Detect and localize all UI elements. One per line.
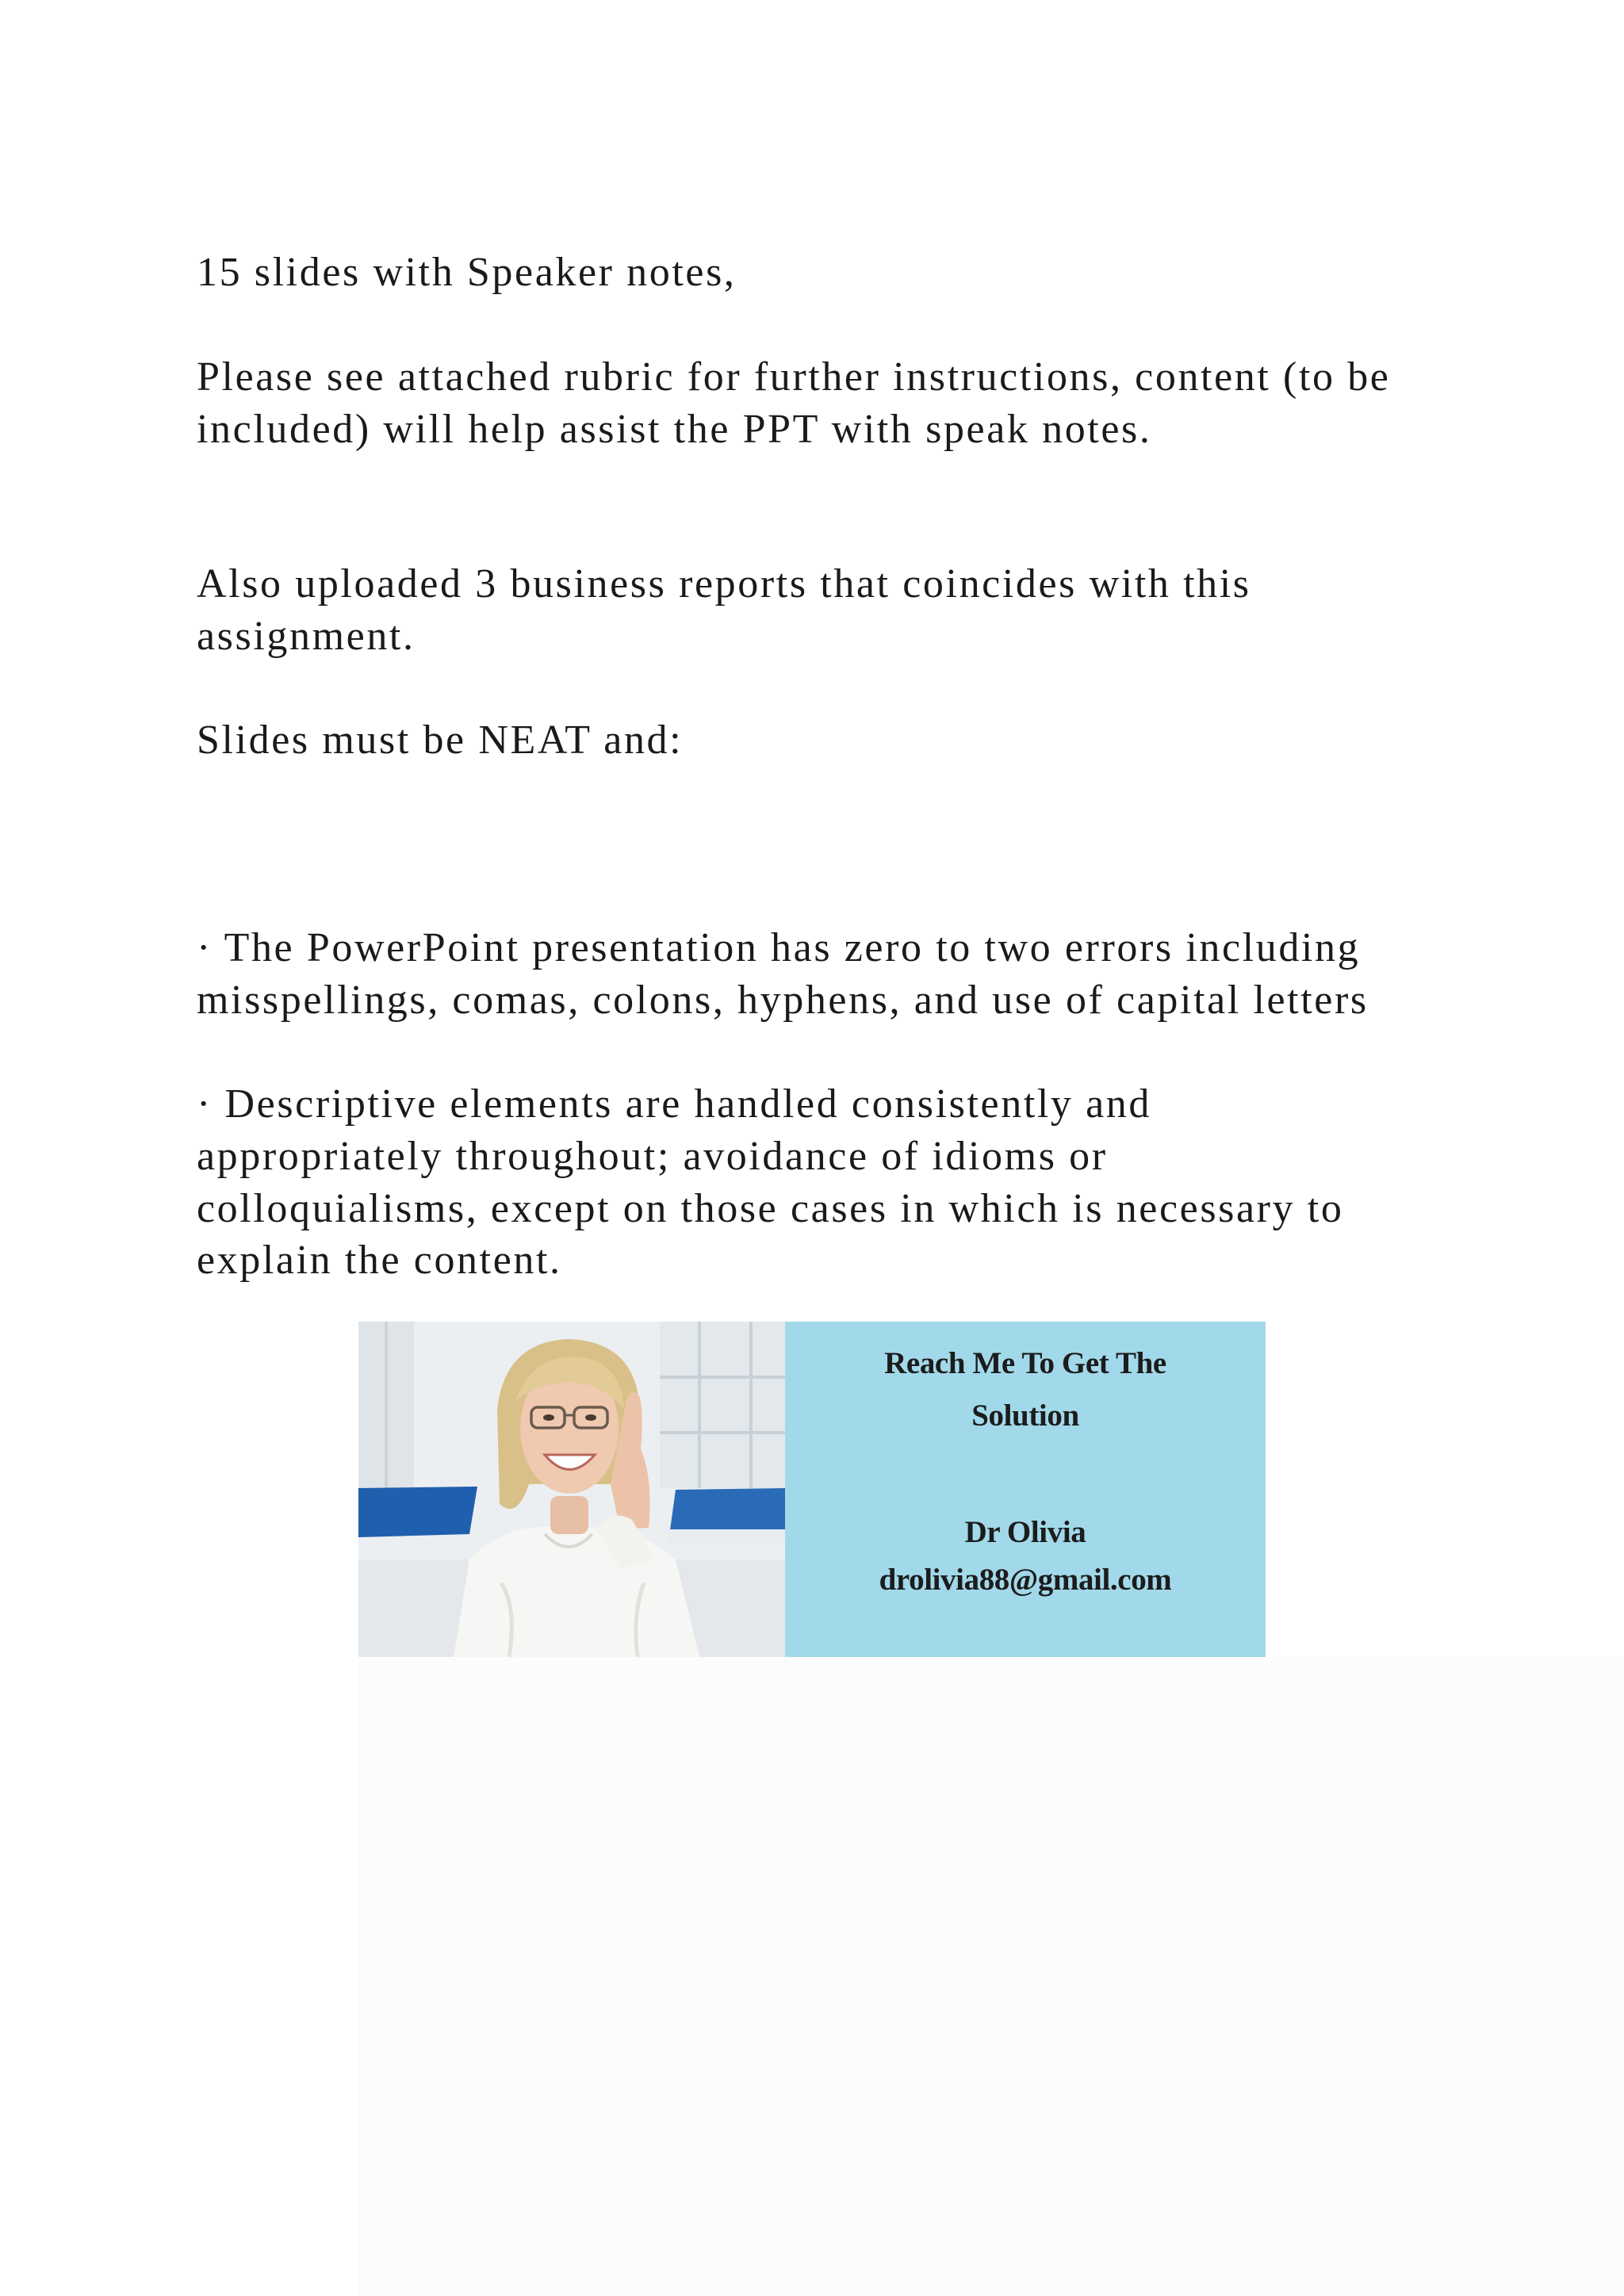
text-line-rubric-2: included) will help assist the PPT with speak notes. xyxy=(197,407,1152,452)
text-line-reports-2: assignment. xyxy=(197,614,416,659)
bullet-errors-line-2: misspellings, comas, colons, hyphens, and use of capital letters xyxy=(197,978,1369,1023)
text-line-reports-1: Also uploaded 3 business reports that coincides with this xyxy=(197,561,1251,607)
bullet-descriptive-line-2: appropriately throughout; avoidance of idioms or xyxy=(197,1134,1108,1179)
smiling-woman-photo xyxy=(358,1322,785,1657)
bullet-errors-line-1: · The PowerPoint presentation has zero to two errors including xyxy=(197,925,1361,970)
page-shade xyxy=(358,1657,1624,2296)
contact-banner xyxy=(358,1322,1266,1657)
contact-panel xyxy=(785,1322,1266,1657)
banner-heading-line-2: Solution xyxy=(971,1399,1079,1433)
text-line-intro: 15 slides with Speaker notes, xyxy=(197,250,737,295)
bullet-descriptive-line-1: · Descriptive elements are handled consistently and xyxy=(197,1081,1152,1127)
text-line-neat: Slides must be NEAT and: xyxy=(197,718,684,763)
text-line-rubric-1: Please see attached rubric for further instructions, content (to be xyxy=(197,354,1391,400)
banner-heading-line-1: Reach Me To Get The xyxy=(884,1346,1166,1380)
bullet-descriptive-line-4: explain the content. xyxy=(197,1238,562,1283)
bullet-descriptive-line-3: colloquialisms, except on those cases in which is necessary to xyxy=(197,1186,1344,1231)
contact-name: Dr Olivia xyxy=(964,1515,1086,1549)
contact-email[interactable]: drolivia88@gmail.com xyxy=(879,1563,1172,1597)
